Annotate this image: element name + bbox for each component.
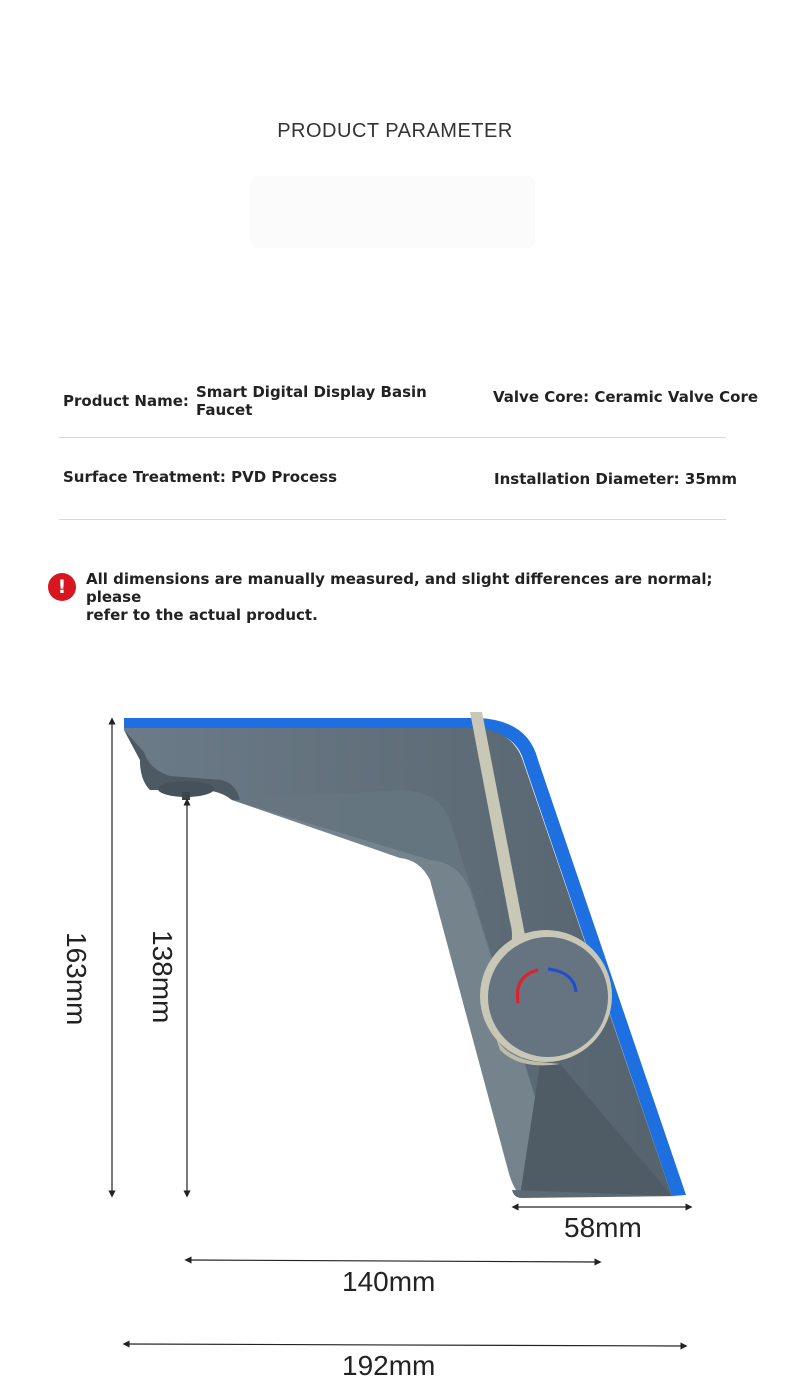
exclamation-icon: ! bbox=[48, 573, 76, 601]
total-length-label: 192mm bbox=[342, 1350, 436, 1381]
base-width-label: 58mm bbox=[564, 1212, 642, 1243]
product-name-value-line2: Faucet bbox=[196, 401, 253, 419]
product-name-value-line1: Smart Digital Display Basin bbox=[196, 383, 427, 401]
faucet-body bbox=[124, 718, 686, 1198]
spout-height-label: 138mm bbox=[147, 930, 178, 1024]
spout-reach-label: 140mm bbox=[342, 1266, 436, 1297]
note-line-2: refer to the actual product. bbox=[86, 606, 318, 624]
total-height-label: 163mm bbox=[61, 932, 92, 1026]
valve-core: Valve Core: Ceramic Valve Core bbox=[493, 388, 759, 406]
total-length-line bbox=[126, 1344, 684, 1346]
spout-reach-line bbox=[188, 1260, 598, 1262]
product-name-label: Product Name: bbox=[63, 392, 189, 410]
note-line-1: All dimensions are manually measured, and slight differences are normal; please bbox=[86, 570, 713, 606]
surface-treatment: Surface Treatment: PVD Process bbox=[63, 468, 338, 486]
installation-diameter: Installation Diameter: 35mm bbox=[494, 470, 738, 488]
page-title: PRODUCT PARAMETER bbox=[277, 120, 513, 142]
